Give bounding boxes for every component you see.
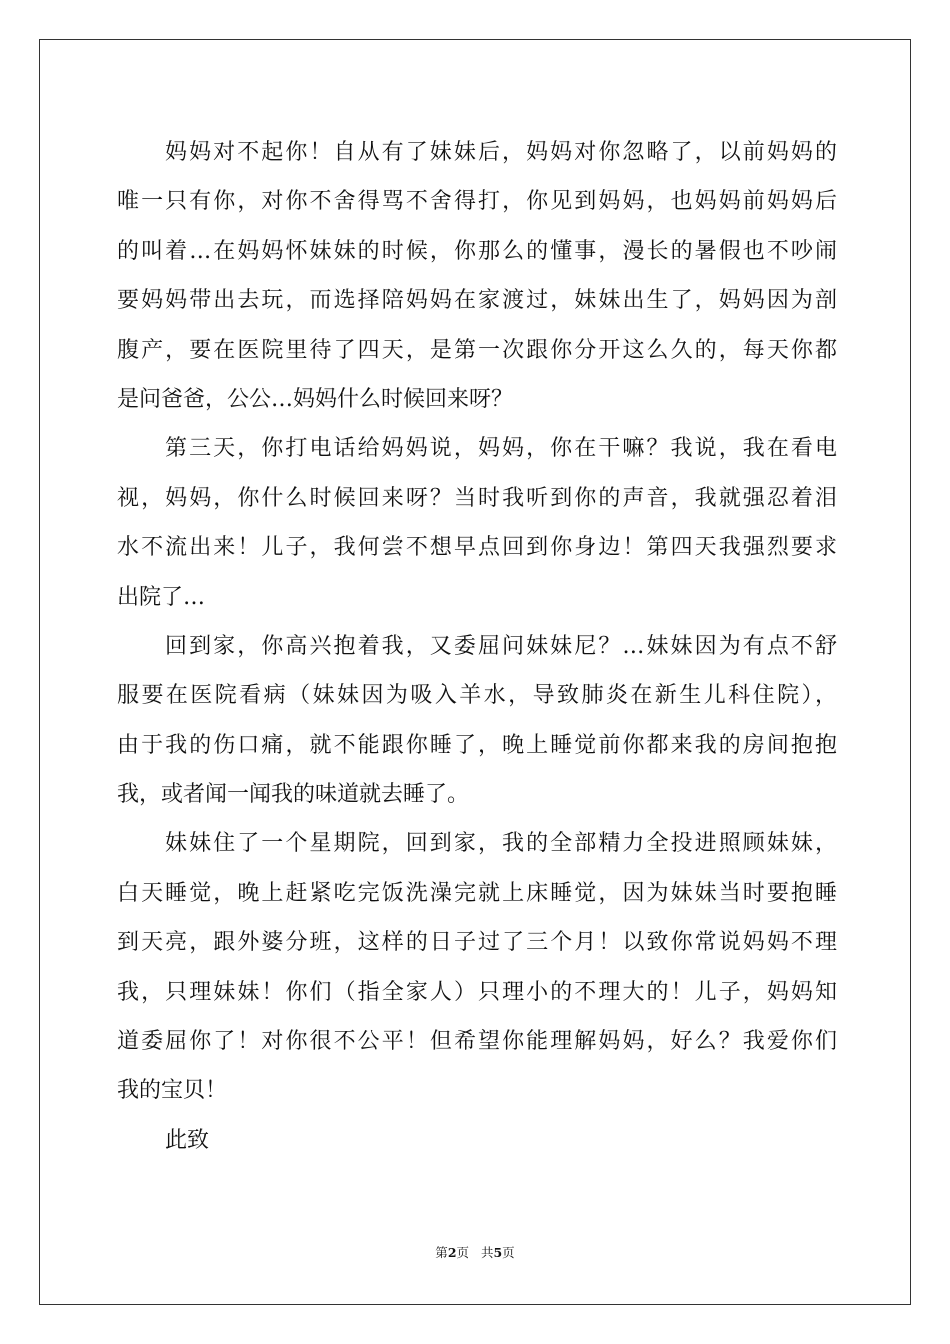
closing-salutation: 此致: [165, 1127, 210, 1153]
text-line: 由于我的伤口痛，就不能跟你睡了，晚上睡觉前你都来我的房间抱抱: [117, 732, 837, 758]
letter-body: [117, 128, 837, 1165]
text-line: 我，或者闻一闻我的味道就去睡了。: [117, 782, 470, 808]
current-page-number: 2: [447, 1245, 457, 1260]
text-line: 妈妈对不起你！自从有了妹妹后，妈妈对你忽略了，以前妈妈的: [165, 140, 837, 165]
text-line: 第三天，你打电话给妈妈说，妈妈，你在干嘛？我说，我在看电: [165, 436, 837, 462]
text-line: 的叫着…在妈妈怀妹妹的时候，你那么的懂事，漫长的暑假也不吵闹: [117, 238, 837, 264]
text-line: 是问爸爸，公公…妈妈什么时候回来呀？: [117, 386, 514, 412]
text-line: 唯一只有你，对你不舍得骂不舍得打，你见到妈妈，也妈妈前妈妈后: [117, 189, 837, 215]
text-line: 到天亮，跟外婆分班，这样的日子过了三个月！以致你常说妈妈不理: [117, 930, 837, 956]
text-line: 腹产，要在医院里待了四天，是第一次跟你分开这么久的，每天你都: [117, 337, 837, 363]
text-line: 我，只理妹妹！你们（指全家人）只理小的不理大的！儿子，妈妈知: [117, 979, 837, 1005]
text-line: 服要在医院看病（妹妹因为吸入羊水，导致肺炎在新生儿科住院），: [117, 683, 837, 709]
text-line: 我的宝贝！: [117, 1078, 228, 1104]
text-line: 水不流出来！儿子，我何尝不想早点回到你身边！第四天我强烈要求: [117, 535, 837, 561]
total-suffix: 页: [502, 1245, 515, 1260]
text-line: 视，妈妈，你什么时候回来呀？当时我听到你的声音，我就强忍着泪: [117, 485, 837, 511]
total-prefix: 共: [480, 1245, 494, 1260]
total-page-count: 5: [493, 1245, 503, 1260]
page-suffix: 页: [456, 1245, 470, 1260]
page-prefix: 第: [435, 1245, 448, 1260]
text-line: 出院了…: [117, 584, 206, 610]
page-number-footer: [0, 1243, 950, 1261]
text-line: 道委屈你了！对你很不公平！但希望你能理解妈妈，好么？我爱你们: [117, 1029, 837, 1055]
text-line: 要妈妈带出去玩，而选择陪妈妈在家渡过，妹妹出生了，妈妈因为剖: [117, 288, 837, 314]
text-line: 回到家，你高兴抱着我，又委屈问妹妹尼？…妹妹因为有点不舒: [165, 633, 837, 659]
text-line: 白天睡觉，晚上赶紧吃完饭洗澡完就上床睡觉，因为妹妹当时要抱睡: [117, 880, 837, 906]
text-line: 妹妹住了一个星期院，回到家，我的全部精力全投进照顾妹妹，: [165, 831, 837, 857]
